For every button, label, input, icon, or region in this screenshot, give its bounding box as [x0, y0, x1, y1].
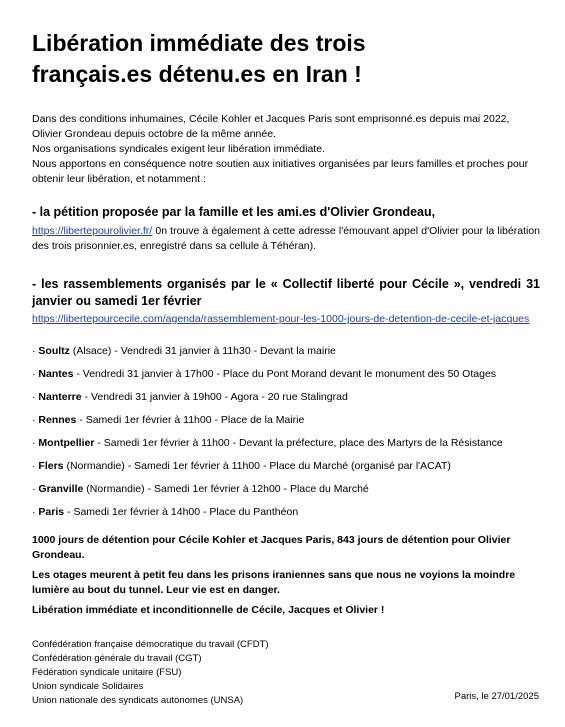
event-bullet: · — [32, 460, 39, 472]
event-bullet: · — [32, 391, 39, 403]
event-details: - Samedi 1er février à 11h00 - Place du Marché (organisé par l'ACAT) — [124, 460, 451, 472]
intro-paragraphs — [32, 112, 540, 187]
event-details: - Samedi 1er février à 11h00 - Place de la Mairie — [76, 414, 305, 426]
dateline: Paris, le 27/01/2025 — [454, 691, 539, 702]
event-details: - Vendredi 31 janvier à 19h00 - Agora - 20 rue Stalingrad — [81, 391, 348, 403]
signatory: Union syndicale Solidaires — [32, 681, 144, 692]
petition-link[interactable]: https://libertepourolivier.fr/ — [32, 225, 153, 237]
event-city: Flers — [38, 460, 64, 472]
event-details: - Samedi 1er février à 12h00 - Place du Marché — [144, 483, 369, 495]
rallies-heading: - les rassemblements organisés par le « Collectif liberté pour Cécile », vendredi 31 janvier ou samedi 1er février — [32, 277, 540, 308]
intro-paragraph: Nous apportons en conséquence notre soutien aux initiatives organisées par leurs familles et proches pour obtenir leur libération, et notamment : — [32, 158, 529, 185]
list-item — [32, 413, 540, 428]
intro-paragraph: Nos organisations syndicales exigent leur libération immédiate. — [32, 143, 325, 155]
signatory: Confédération française démocratique du travail (CFDT) — [32, 639, 269, 650]
document-page — [32, 28, 540, 708]
list-item — [32, 390, 540, 405]
signatory: Union nationale des syndicats autonomes (UNSA) — [32, 695, 244, 706]
title-line-2: français.es détenu.es en Iran ! — [32, 61, 362, 87]
event-region: (Normandie) — [63, 460, 125, 472]
petition-heading: - la pétition proposée par la famille et les ami.es d'Olivier Grondeau, — [32, 205, 436, 219]
event-city: Soultz — [38, 345, 70, 357]
petition-text: 0n trouve à également à cette adresse l'émouvant appel d'Olivier pour la libération des trois prisonnier.es, enregistré dans sa cellule à Téhéran). — [32, 225, 540, 252]
event-bullet: · — [32, 437, 39, 449]
list-item — [32, 436, 540, 451]
list-item — [32, 344, 540, 359]
event-city: Nanterre — [38, 391, 82, 403]
petition-body — [32, 224, 540, 254]
event-bullet: · — [32, 368, 39, 380]
event-city: Granville — [38, 483, 84, 495]
list-item — [32, 367, 540, 382]
event-region: (Alsace) — [69, 345, 112, 357]
event-city: Rennes — [38, 414, 77, 426]
list-item — [32, 482, 540, 497]
list-item — [32, 459, 540, 474]
closing-paragraph: 1000 jours de détention pour Cécile Kohler et Jacques Paris, 843 jours de détention pour Olivier Grondeau. — [32, 534, 511, 561]
title-line-1: Libération immédiate des trois — [32, 30, 366, 56]
event-bullet: · — [32, 483, 39, 495]
event-bullet: · — [32, 414, 39, 426]
event-bullet: · — [32, 506, 39, 518]
event-details: - Vendredi 31 janvier à 11h30 - Devant la mairie — [111, 345, 336, 357]
intro-paragraph: Dans des conditions inhumaines, Cécile Kohler et Jacques Paris sont emprisonné.es depuis mai 2022, Olivier Grondeau depuis octobre de la même année. — [32, 113, 510, 140]
event-city: Paris — [38, 506, 65, 518]
event-region: (Normandie) — [83, 483, 145, 495]
signatory: Fédération syndicale unitaire (FSU) — [32, 667, 182, 678]
rallies-link[interactable]: https://libertepourcecile.com/agenda/rassemblement-pour-les-1000-jours-de-detention-de-cecile-et-jacques — [32, 313, 530, 325]
closing-paragraph: Les otages meurent à petit feu dans les prisons iraniennes sans que nous ne voyions la moindre lumière au bout du tunnel. Leur vie est en danger. — [32, 569, 516, 596]
event-bullet: · — [32, 345, 39, 357]
event-details: - Vendredi 31 janvier à 17h00 - Place du Pont Morand devant le monument des 50 Otages — [73, 368, 497, 380]
event-details: - Samedi 1er février à 11h00 - Devant la préfecture, place des Martyrs de la Résistance — [94, 437, 503, 449]
list-item — [32, 505, 540, 520]
closing-statement — [32, 533, 540, 618]
event-details: - Samedi 1er février à 14h00 - Place du Panthéon — [64, 506, 299, 518]
rally-events-list — [32, 344, 540, 520]
event-city: Nantes — [38, 368, 74, 380]
closing-paragraph: Libération immédiate et inconditionnelle de Cécile, Jacques et Olivier ! — [32, 604, 385, 616]
page-title — [32, 28, 540, 90]
rallies-link-row — [32, 312, 540, 327]
event-city: Montpellier — [38, 437, 95, 449]
signatory: Confédération générale du travail (CGT) — [32, 653, 202, 664]
